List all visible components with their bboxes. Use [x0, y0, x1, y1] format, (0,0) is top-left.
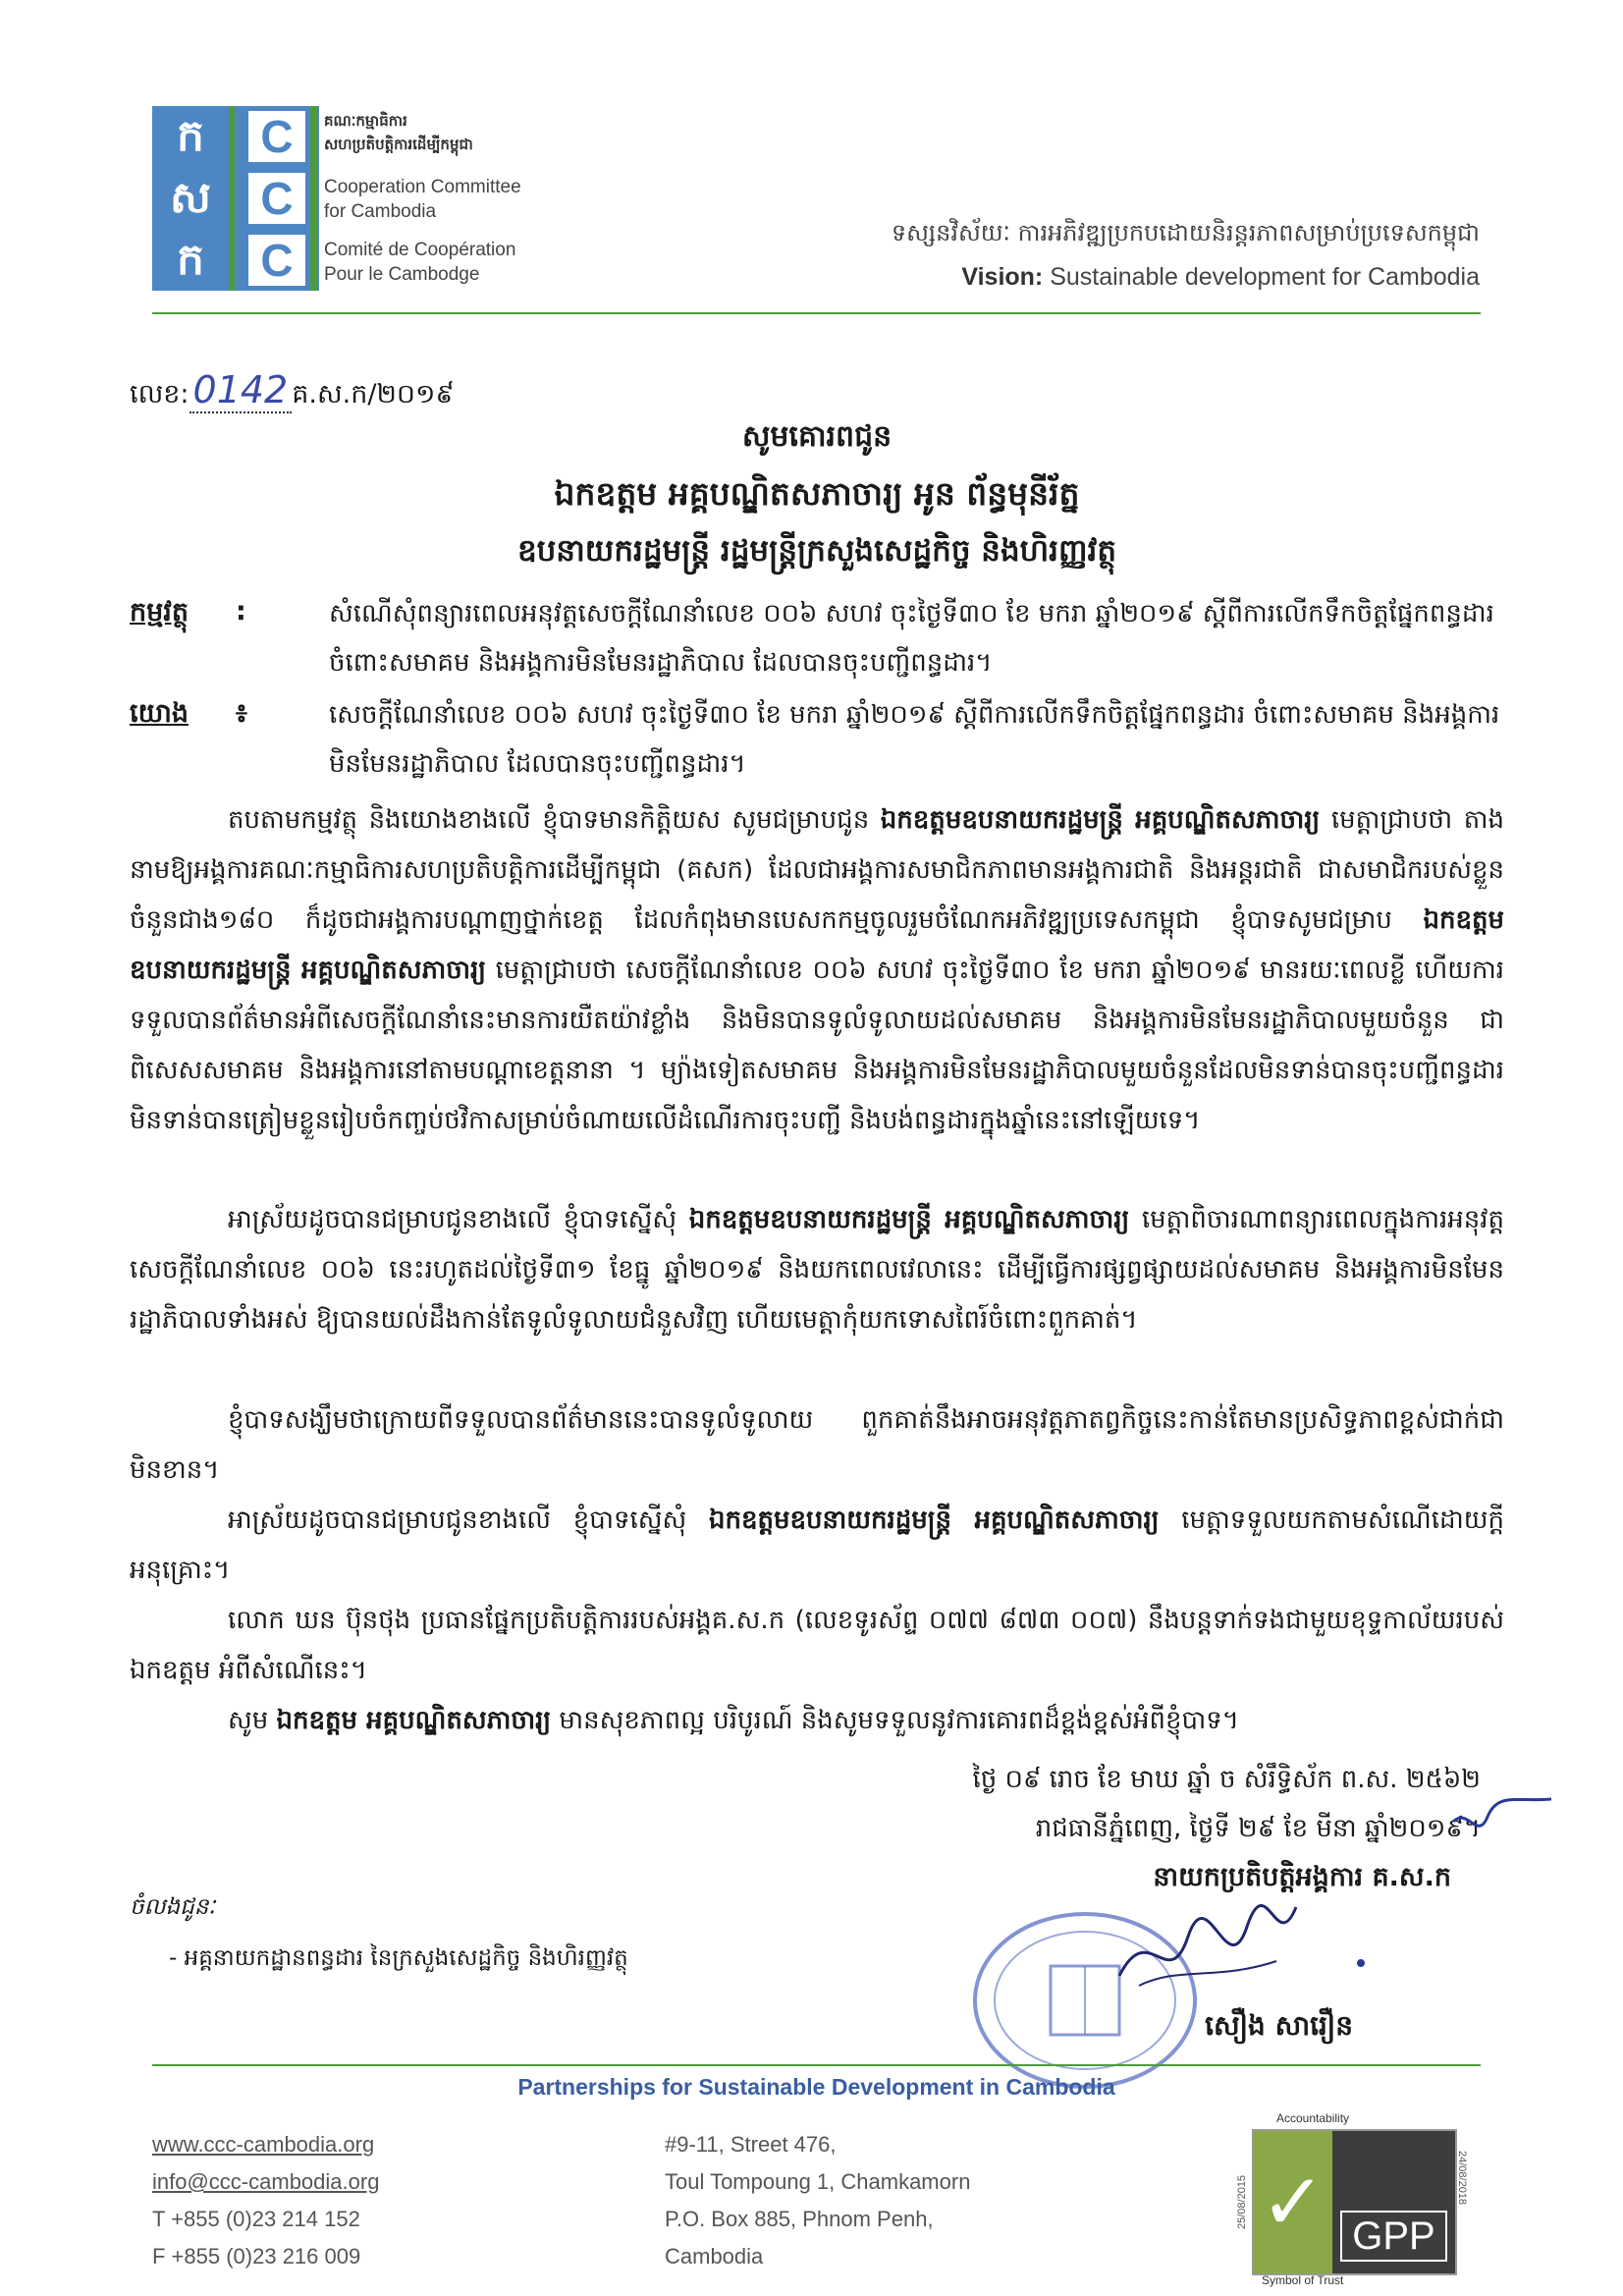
org-name-english: [324, 175, 521, 224]
reference-prefix: លេខ:: [130, 379, 189, 410]
gpp-badge-left: [1254, 2131, 1332, 2273]
org-name-khmer-line: សហប្រតិបត្តិការដើម្បីកម្ពុជា: [324, 137, 473, 153]
org-name-french-line: Pour le Cambodge: [324, 264, 480, 285]
org-name-khmer: [324, 110, 473, 157]
vision-english: [961, 263, 1480, 292]
paragraph-emphasis: ឯកឧត្តមឧបនាយករដ្ឋមន្ត្រី អគ្គបណ្ឌិតសភាចារ្យ: [688, 1205, 1130, 1234]
paragraph-emphasis: ឯកឧត្តម អគ្គបណ្ឌិតសភាចារ្យ: [276, 1706, 552, 1735]
paragraph-text: តបតាមកម្មវត្ថុ និងយោងខាងលើ ខ្ញុំបាទមានកិត្តិយស សូមជម្រាបជូន: [228, 805, 881, 835]
address-line: Cambodia: [665, 2244, 764, 2269]
body-paragraph-2: [130, 1195, 1504, 1345]
gpp-date-start: 25/08/2015: [1236, 2174, 1248, 2229]
footer-address: [665, 2126, 970, 2275]
handwritten-tick-mark: [1448, 1797, 1556, 1846]
copies-label: ចំលងជូនៈ: [130, 1894, 216, 1920]
logo-letter: C: [248, 173, 305, 224]
logo-letter: ស: [170, 172, 211, 223]
gpp-caption-bottom: Symbol of Trust: [1262, 2273, 1344, 2287]
fax-number: F +855 (0)23 216 009: [152, 2244, 361, 2269]
body-paragraph-3: ខ្ញុំបាទសង្ឃឹមថាក្រោយពីទទួលបានព័ត៌មាននេះបានទូលំទូលាយ ពួកគាត់នឹងអាចអនុវត្តភាតព្វកិច្ចនេះកាន់តែមានប្រសិទ្ធភាពខ្ពស់ជាក់ជាមិនខាន។: [130, 1405, 1504, 1485]
vision-khmer: ទស្សនវិស័យៈ ការអភិវឌ្ឍប្រកបដោយនិរន្តរភាពសម្រាប់ប្រទេសកម្ពុជា: [891, 219, 1480, 246]
org-name-english-line: Cooperation Committee: [324, 177, 521, 197]
org-name-english-line: for Cambodia: [324, 201, 437, 222]
gpp-date-end: 24/08/2018: [1456, 2151, 1468, 2206]
copies-recipient: - អគ្គនាយកដ្ឋានពន្ធដារ នៃក្រសួងសេដ្ឋកិច្ច និងហិរញ្ញវត្ថុ: [169, 1945, 628, 1971]
logo-side-bar: [310, 106, 318, 291]
address-line: P.O. Box 885, Phnom Penh,: [665, 2207, 934, 2231]
org-name-french: [324, 238, 515, 287]
subject-label: កម្មវត្ថុ: [130, 597, 189, 628]
lunar-date: ថ្ងៃ ០៩ រោច ខែ មាឃ ឆ្នាំ ច សំរឹទ្ធិស័ក ព.ស. ២៥៦២: [972, 1765, 1481, 1794]
logo-letter: C: [248, 111, 305, 162]
reference-label: យោង: [130, 698, 189, 729]
vision-label: Vision:: [961, 263, 1044, 291]
subject-text: សំណើសុំពន្យារពេលអនុវត្តសេចក្តីណែនាំលេខ ០០៦ សហវ ចុះថ្ងៃទី៣០ ខែ មករា ឆ្នាំ២០១៩ ស្តីពីការលើកទឹកចិត្តផ្នែកពន្ធដារ ចំពោះសមាគម និងអង្គការមិនមែនរដ្ឋាភិបាល ដែលបានចុះបញ្ជីពន្ធដារ។: [329, 599, 1494, 678]
salutation: សូមគោរពជូន: [741, 419, 893, 454]
paragraph-emphasis: ឯកឧត្តមឧបនាយករដ្ឋមន្ត្រី អគ្គបណ្ឌិតសភាចារ្យ: [708, 1505, 1160, 1535]
reference-colon: ៖: [236, 698, 247, 729]
reference-number-line: [130, 368, 455, 416]
gpp-badge-right: [1332, 2131, 1455, 2273]
logo-letter: ក: [177, 111, 204, 162]
logo-latin-letters: [235, 106, 319, 291]
footer-divider: [152, 2064, 1481, 2066]
logo-khmer-letters: [152, 106, 229, 291]
gpp-caption-top: Accountability: [1276, 2111, 1350, 2125]
gpp-word: GPP: [1340, 2211, 1446, 2262]
body-paragraph-5: លោក ឃន ប៊ុនថុង ប្រធានផ្នែកប្រតិបត្តិការរបស់អង្គគ.ស.ក (លេខទូរស័ព្ទ ០៧៧ ៨៧៣ ០០៧) នឹងបន្តទាក់ទងជាមួយខុទ្ទកាល័យរបស់ឯកឧត្តម អំពីសំណើនេះ។: [130, 1606, 1504, 1685]
paragraph-text: អាស្រ័យដូចបានជម្រាបជូនខាងលើ ខ្ញុំបាទស្នើសុំ: [228, 1205, 689, 1234]
signer-name: សឿង សារឿន: [1205, 2009, 1353, 2042]
org-name-khmer-line: គណៈកម្មាធិការ: [324, 113, 407, 130]
email-link[interactable]: info@ccc-cambodia.org: [152, 2169, 380, 2194]
logo-letter: C: [248, 235, 305, 286]
header-divider: [152, 312, 1481, 314]
org-name-french-line: Comité de Coopération: [324, 240, 516, 260]
reference-text: សេចក្តីណែនាំលេខ ០០៦ សហវ ចុះថ្ងៃទី៣០ ខែ មករា ឆ្នាំ២០១៩ ស្តីពីការលើកទឹកចិត្តផ្នែកពន្ធដារ ចំពោះសមាគម និងអង្គការមិនមែនរដ្ឋាភិបាល ដែលបានចុះបញ្ជីពន្ធដារ។: [329, 700, 1500, 779]
ink-dot: [1357, 1959, 1365, 1967]
paragraph-text: មេត្តាជ្រាបថា សេចក្តីណែនាំលេខ ០០៦ សហវ ចុះថ្ងៃទី៣០ ខែ មករា ឆ្នាំ២០១៩ មានរយៈពេលខ្លី ហើយការទទួលបានព័ត៌មានអំពីសេចក្តីណែនាំនេះមានការយឺតយ៉ាវខ្លាំង និងមិនបានទូលំទូលាយដល់សមាគម និងអង្គការមិនមែនរដ្ឋាភិបាលមួយចំនួន ជាពិសេសសមាគម និងអង្គការនៅតាមបណ្តាខេត្តនានា ។ ម្យ៉ាងទៀតសមាគម និងអង្គការមិនមែនរដ្ឋាភិបាលមួយចំនួនដែលមិនទាន់បានចុះបញ្ជីពន្ធដារ មិនទាន់បានត្រៀមខ្លួនរៀបចំកញ្ចប់ថវិកាសម្រាប់ចំណាយលើដំណើរការចុះបញ្ជី និងបង់ពន្ធដារក្នុងឆ្នាំនេះនៅឡើយទេ។: [130, 956, 1504, 1135]
paragraph-text: សូម: [228, 1706, 277, 1735]
recipient-title: ឧបនាយករដ្ឋមន្ត្រី រដ្ឋមន្ត្រីក្រសួងសេដ្ឋកិច្ច និងហិរញ្ញវត្ថុ: [516, 533, 1117, 569]
website-link[interactable]: www.ccc-cambodia.org: [152, 2132, 375, 2157]
vision-text: Sustainable development for Cambodia: [1050, 263, 1480, 291]
footer-tagline: Partnerships for Sustainable Development in Cambodia: [517, 2074, 1115, 2100]
reference-number-handwritten: 0142: [189, 368, 293, 413]
address-line: #9-11, Street 476,: [665, 2132, 837, 2157]
subject-colon: :: [236, 596, 246, 627]
footer-contact: [152, 2126, 379, 2275]
paragraph-text: មានសុខភាពល្អ បរិបូរណ៍ និងសូមទទួលនូវការគោរពដ៏ខ្ពង់ខ្ពស់អំពីខ្ញុំបាទ។: [551, 1706, 1239, 1735]
signer-title: នាយកប្រតិបត្តិអង្គការ គ.ស.ក: [1153, 1862, 1451, 1892]
organization-logo: [152, 106, 319, 291]
address-line: Toul Tompoung 1, Chamkamorn: [665, 2169, 971, 2194]
paragraph-text: មេត្តាជ្រាបថា តាងនាមឱ្យអង្គការគណៈកម្មាធិការសហប្រតិបត្តិការដើម្បីកម្ពុជា (គសក) ដែលជាអង្គការសមាជិកភាពមានអង្គការជាតិ និងអន្តរជាតិ ជាសមាជិករបស់ខ្លួនចំនួនជាង១៨០ ក៏ដូចជាអង្គការបណ្តាញថ្នាក់ខេត្ត ដែលកំពុងមានបេសកកម្មចូលរួមចំណែកអភិវឌ្ឍប្រទេសកម្ពុជា ខ្ញុំបាទសូមជម្រាប: [130, 805, 1505, 935]
paragraph-emphasis: ឯកឧត្តមឧបនាយករដ្ឋមន្ត្រី អគ្គបណ្ឌិតសភាចារ្យ: [130, 905, 1504, 985]
paragraph-emphasis: ឯកឧត្តមឧបនាយករដ្ឋមន្ត្រី អគ្គបណ្ឌិតសភាចារ្យ: [880, 805, 1321, 835]
checkmark-icon: ✓: [1260, 2156, 1326, 2248]
recipient-name: ឯកឧត្តម អគ្គបណ្ឌិតសភាចារ្យ អូន ព័ន្ធមុនីរ័ត្ន: [554, 474, 1080, 513]
paragraph-text: អាស្រ័យដូចបានជម្រាបជូនខាងលើ ខ្ញុំបាទស្នើសុំ: [228, 1505, 709, 1535]
handwritten-signature: [1109, 1897, 1306, 2005]
logo-letter: ក: [177, 234, 204, 285]
body-paragraph-4: [130, 1496, 1504, 1596]
paragraph-text: មេត្តាទទួលយកតាមសំណើដោយក្តីអនុគ្រោះ។: [130, 1505, 1505, 1585]
solar-date: រាជធានីភ្នំពេញ, ថ្ងៃទី ២៩ ខែ មីនា ឆ្នាំ២០១៩។: [1035, 1814, 1481, 1843]
gpp-certification-badge: [1232, 2111, 1473, 2288]
phone-number: T +855 (0)23 214 152: [152, 2207, 360, 2231]
paragraph-text: មេត្តាពិចារណាពន្យារពេលក្នុងការអនុវត្តសេចក្តីណែនាំលេខ ០០៦ នេះរហូតដល់ថ្ងៃទី៣១ ខែធ្នូ ឆ្នាំ២០១៩ និងយកពេលវេលានេះ ដើម្បីធ្វើការផ្សព្វផ្សាយដល់សមាគម និងអង្គការមិនមែនរដ្ឋាភិបាលទាំងអស់ ឱ្យបានយល់ដឹងកាន់តែទូលំទូលាយជំនួសវិញ ហើយមេត្តាកុំយកទោសពៃរ៍ចំពោះពួកគាត់។: [130, 1205, 1505, 1335]
body-paragraph-1: [130, 795, 1504, 1146]
gpp-badge-box: [1252, 2129, 1457, 2275]
reference-suffix: គ.ស.ក/២០១៩: [292, 379, 455, 410]
body-paragraph-6: [130, 1696, 1504, 1746]
